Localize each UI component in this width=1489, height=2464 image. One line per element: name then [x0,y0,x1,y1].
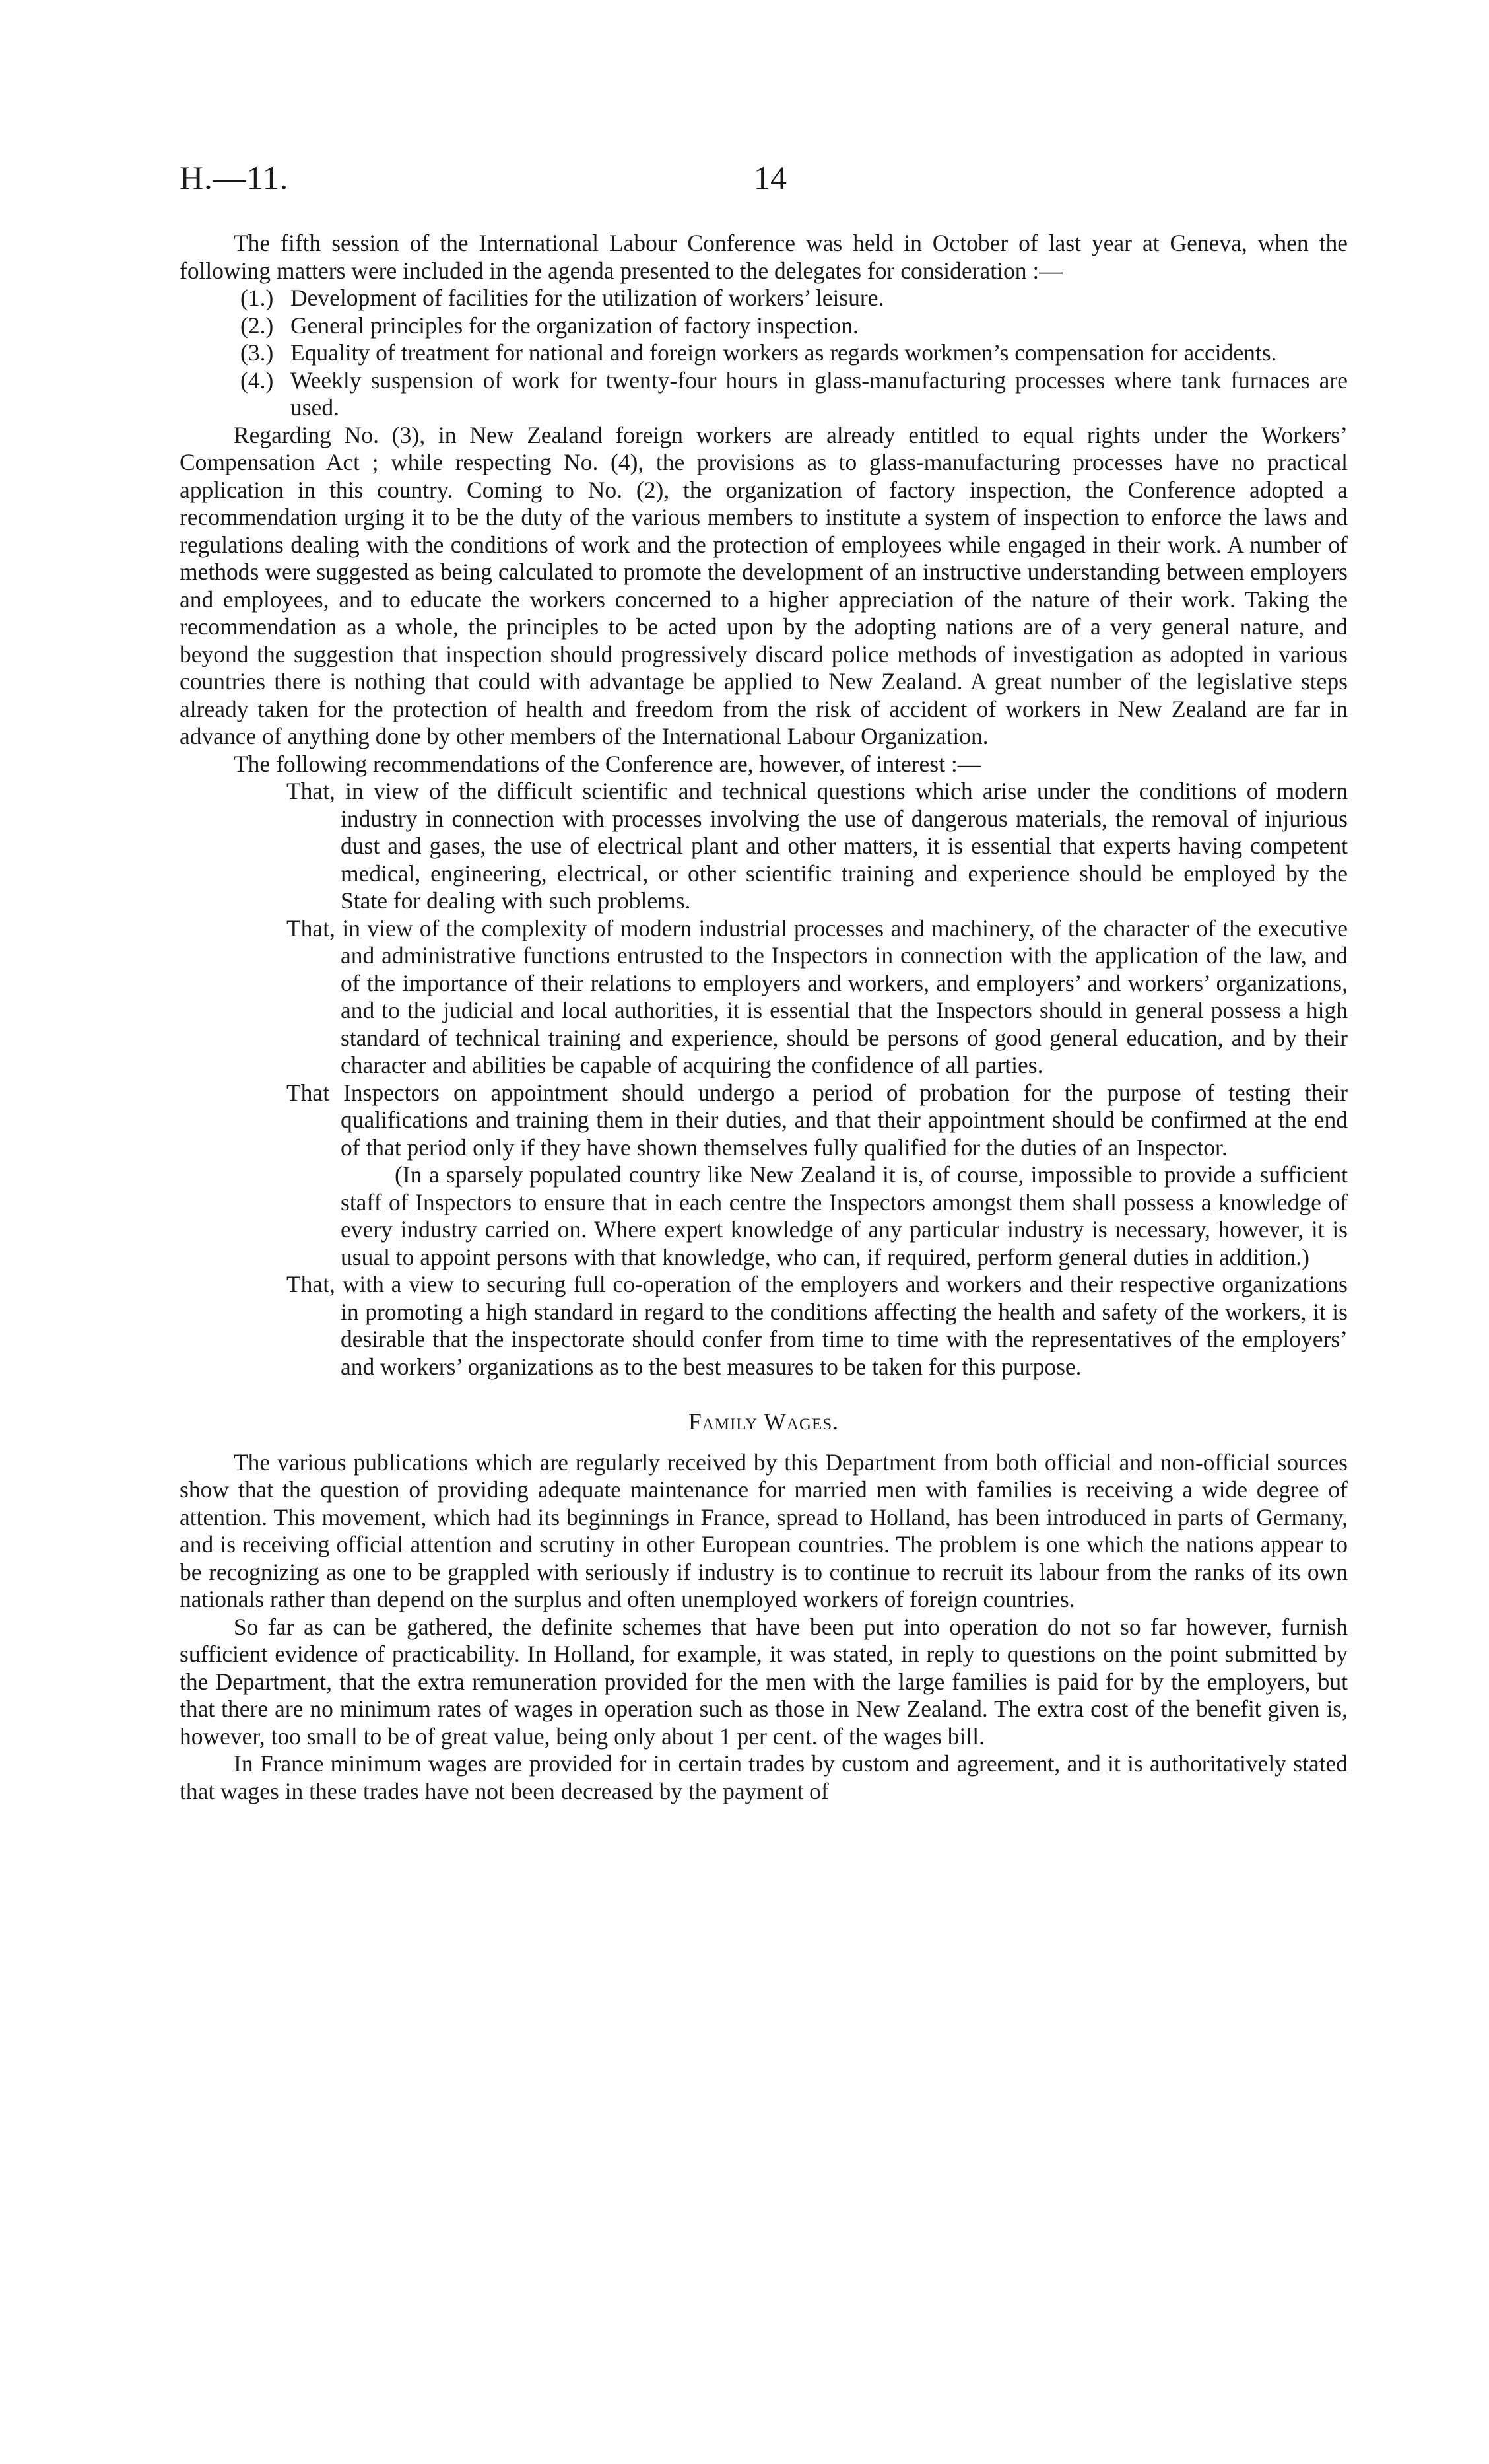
agenda-item-number: (2.) [240,312,274,339]
regarding-paragraph: Regarding No. (3), in New Zealand foreign workers are already entitled to equal rights under the Workers’ Compensation Act ; while respecting No. (4), the provisions as to glass-manufacturing processes have no practical application in this country. Coming to No. (2), the organization of factory inspection, the Conference adopted a recommendation urging it to be the duty of the various members to institute a system of inspection to enforce the laws and regulations dealing with the conditions of work and the protection of employees while engaged in their work. A number of methods were suggested as being calculated to promote the development of an instructive understanding between employers and employees, and to educate the workers concerned to a higher appreciation of the nature of their work. Taking the recommendation as a whole, the principles to be acted upon by the adopting nations are of a very general nature, and beyond the suggestion that inspection should progressively discard police methods of investigation as adopted in various countries there is nothing that could with advantage be applied to New Zealand. A great number of the legislative steps already taken for the protection of health and freedom from the risk of accident of workers in New Zealand are far in advance of anything done by other members of the International Labour Organization. [180,421,1348,749]
agenda-item [180,367,1348,422]
document-reference: H.—11. [180,159,289,196]
agenda-item-number: (3.) [240,339,274,366]
agenda-item-text: Development of facilities for the utilization of workers’ leisure. [290,285,884,311]
note-paragraph: (In a sparsely populated country like New Zealand it is, of course, impossible to provide a sufficient staff of Inspectors to ensure that in each centre the Inspectors amongst them shall possess a knowledge of every industry carried on. Where expert knowledge of any particular industry is necessary, however, it is usual to appoint persons with that knowledge, who can, if required, perform general duties in addition.) [341,1161,1348,1270]
section-heading: Family Wages. [688,1408,840,1435]
page-number: 14 [754,159,787,196]
following-paragraph: The following recommendations of the Conference are, however, of interest :— [234,750,981,777]
agenda-item-text: Weekly suspension of work for twenty-four hours in glass-manufacturing processes where tank furnaces are used. [290,366,1348,421]
recommendation-paragraph: That Inspectors on appointment should undergo a period of probation for the purpose of testing their qualifications and training them in their duties, and that their appointment should be confirmed at the end of that period only if they have shown themselves fully qualified for the duties of an Inspector. [286,1079,1348,1161]
recommendation-paragraph: That, with a view to securing full co-operation of the employers and workers and their respective organizations in promoting a high standard in regard to the conditions affecting the health and safety of the workers, it is desirable that the inspectorate should confer from time to time with the representatives of the employers’ and workers’ organizations as to the best measures to be taken for this purpose. [286,1271,1348,1380]
family-paragraph: The various publications which are regularly received by this Department from both official and non-official sources show that the question of providing adequate maintenance for married men with families is receiving a wide degree of attention. This movement, which had its beginnings in France, spread to Holland, has been introduced in parts of Germany, and is receiving official attention and scrutiny in other European countries. The problem is one which the nations appear to be recognizing as one to be grappled with seriously if industry is to continue to recruit its labour from the ranks of its own nationals rather than depend on the surplus and often unemployed workers of foreign countries. [180,1449,1348,1612]
agenda-item [180,312,1348,340]
agenda-item [180,285,1348,312]
agenda-item [180,339,1348,367]
recommendation-paragraph: That, in view of the difficult scientific and technical questions which arise under the conditions of modern industry in connection with processes involving the use of dangerous materials, the removal of injurious dust and gases, the use of electrical plant and other matters, it is essential that experts having competent medical, engineering, electrical, or other scientific training and experience should be employed by the State for dealing with such problems. [286,778,1348,914]
agenda-item-text: General principles for the organization of factory inspection. [290,312,859,339]
agenda-list [180,285,1348,422]
page-body [180,230,1348,1805]
family-paragraph: So far as can be gathered, the definite schemes that have been put into operation do not so far however, furnish sufficient evidence of practicability. In Holland, for example, it was stated, in reply to questions on the point submitted by the Department, that the extra remuneration provided for the men with the large families is paid for by the employers, but that there are no minimum rates of wages in operation such as those in New Zealand. The extra cost of the benefit given is, however, too small to be of great value, being only about 1 per cent. of the wages bill. [180,1613,1348,1750]
intro-paragraph: The fifth session of the International Labour Conference was held in October of last year at Geneva, when the following matters were included in the agenda presented to the delegates for consideration :— [180,230,1348,284]
agenda-item-number: (1.) [240,285,274,311]
agenda-item-number: (4.) [240,366,274,394]
recommendation-paragraph: That, in view of the complexity of modern industrial processes and machinery, of the character of the executive and administrative functions entrusted to the Inspectors in connection with the application of the law, and of the importance of their relations to employers and workers, and employers’ and workers’ organizations, and to the judicial and local authorities, it is essential that the Inspectors should in general possess a high standard of technical training and experience, should be persons of good general education, and by their character and abilities be capable of acquiring the confidence of all parties. [286,914,1348,1078]
agenda-item-text: Equality of treatment for national and foreign workers as regards workmen’s compensation for accidents. [290,339,1277,366]
family-paragraph: In France minimum wages are provided for in certain trades by custom and agreement, and it is authoritatively stated that wages in these trades have not been decreased by the payment of [180,1750,1348,1804]
page-header [180,158,1348,205]
